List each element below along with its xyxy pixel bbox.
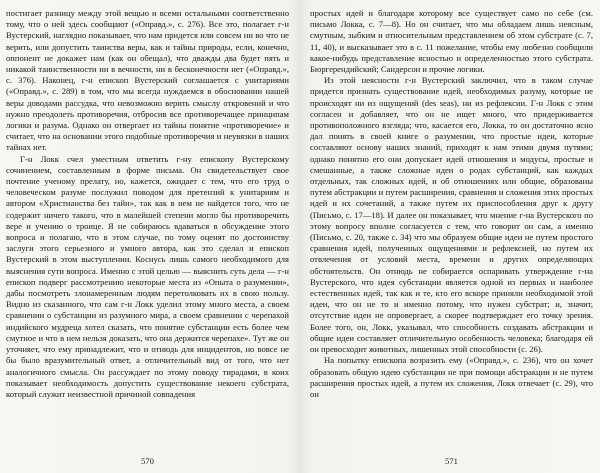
right-page-text: [310, 8, 593, 444]
page-number-right: 571: [445, 456, 458, 466]
right-paragraph: простых идей и благодаря которому все существует само по себе (см. письмо Локка, с. 7—8). Но он считает, что мы обладаем лишь неясным, смутным, зыбким и относительным представлением об этом субстрате (с. 7, 11, 40), и высказывает это в с. 11 пожелание, чтобы ему любезно сообщили какое-нибудь представление ясностью и определенностью этого субстрата. Бюргерендийский; Сандерсон и прочие логики.: [310, 8, 593, 75]
right-page: [310, 8, 593, 466]
right-paragraph: Из этой неясности г-н Вустерский заключил, что в таком случае придется признать существование идей, необходимых разуму, которые не происходят ни из ощущений (des seas), ни из рефлексии. Г-н Локк с этим согласен и добавляет, что он не ищет много, что придерживается противоположного взгляда; что, касается его, Локка, то он достаточно ясно дал понять в своей книге о разумении, что простые идеи, которые составляют основу наших знаний, приходят к нам этими двумя путями; однако понятно его они допускает идей отношения и модусы, простые и смешанные, а также сложные идеи о родах субстанций, как каждых отдельных, так сложных идей, и об отношениях или общие, образованы путем абстракции и путем расширения, сравнения и сложения этих простых идей и их сочетаний, а также путем их приспособления друг к другу (Письмо, с. 17—18). И далее он показывает, что мнение г-на Вустерского по этому вопросу вполне согласуется с тем, что говорит он сам, а именно (Письмо, с. 20, также с. 34) что мы образуем общие идеи не путем простого сравнения идей, полученных ощущениями и рефлексией, но путем их отвлечения от условий места, времени и других определяющих обстоятельств. Он отнюдь не собирается оспаривать утверждение г-на Вустерского, что идея субстанции является одной из первых и наиболее естественных идей, так как и те, кто его вскоре приняли необходимой этой идеи, что он не то и именно потому, что нужен субстрат; и, значит, отсутствие идеи не опровергает, а скорее подтверждает его точку зрения. Более того, он, Локк, указывал, что способность создавать абстракции и общие идеи составляет отличительную особенность человека; благодаря ей он превосходит животных, лишенных этой способности (с. 26).: [310, 75, 593, 355]
left-paragraph: постигает разницу между этой вещью и всеми остальными соответственно тому, что о ней здесь сообщают («Оправд.», с. 276). Все это, полагает г-н Вустерский, наглядно показывает, что нам придется или совсем ни во что не верить, или допустить таинства веры, как и тайны природы, если, конечно, оппонент не докажет нам (как он обещал), что дважды два будет пять и никакой таинственности ни в вечности, ни в бесконечности нет («Оправд.», с. 376). Наконец, г-н епископ Вустерский соглашается с унитариями («Оправд.», с. 289) в том, что мы всегда нуждаемся в обосновании нашей веры доводами рассудка, что невозможно верить смыслу откровений и что нужно преодолеть противоречия, отбросив все противоречащее принципам логики и разума. Однако он отвергает из тайны понятие «противоречие» и считает, что на основании этого подобные противоречия и неувязки в наших тайнах нет.: [6, 8, 289, 153]
page-number-left: 570: [141, 456, 154, 466]
left-paragraph: Г-н Локк счел уместным ответить г-ну епископу Вустерскому сочинением, составленным в форме письма. Он свидетельствует свое почтение ученому прелату, но, кажется, ожидает с тем, что его труд о человеческом разуме послужил поводом для претензий к унитариям и автором «Христианства без тайн», так как в нем не найдется того, что не содержит ничего такого, что в малейшей степени могло бы противоречить вере и учению о троице. Я не собираюсь вдаваться в обсуждение этого вопроса и полагаю, что в этом случае, по тому оценят по достоинству заслуги этого серьезного и умного автора, как это сделал и епископ Вустерский в этом выступлении. Коснусь лишь самого необходимого для выяснения сути вопроса. Именно с этой целью — выяснить суть дела — г-н епископ подверг рассмотрению некоторые места из «Опыта о разумении», дабы посмотреть злонамеренным людям перетолковать их в свою пользу. Видно из сказанного, что сам г-н Локк уделил этому много места, а своем сравнении о субстанции из разумного мира, а своем сравнении с черепахой индийского мудреца хотел сказать, что понятие субстанции есть более чем смутное и что в нем нельзя доказать, что она держится черепахе». Тут же он уточняет, что ему принадлежит, что и отнюдь для инцидентов, но вовсе не бы было вразумительный ответ, а отличительный вид от того, что нет аналогичного смысла. Он рассуждает по этому поводу тирадами, в коих показывает необходимость допустить существование некоего субстрата, который служит неизвестной причиной совпадения: [6, 153, 289, 399]
right-paragraph: На попытку епископа возразить ему («Оправд.», с. 236), что он хочет образовать общую идею субстанции не при помощи абстракции и не путем расширения простых идей, а путем их сложения, Локк отвечает (с. 29), что он: [310, 355, 593, 399]
left-page: [6, 8, 289, 466]
left-page-text: [6, 8, 289, 444]
